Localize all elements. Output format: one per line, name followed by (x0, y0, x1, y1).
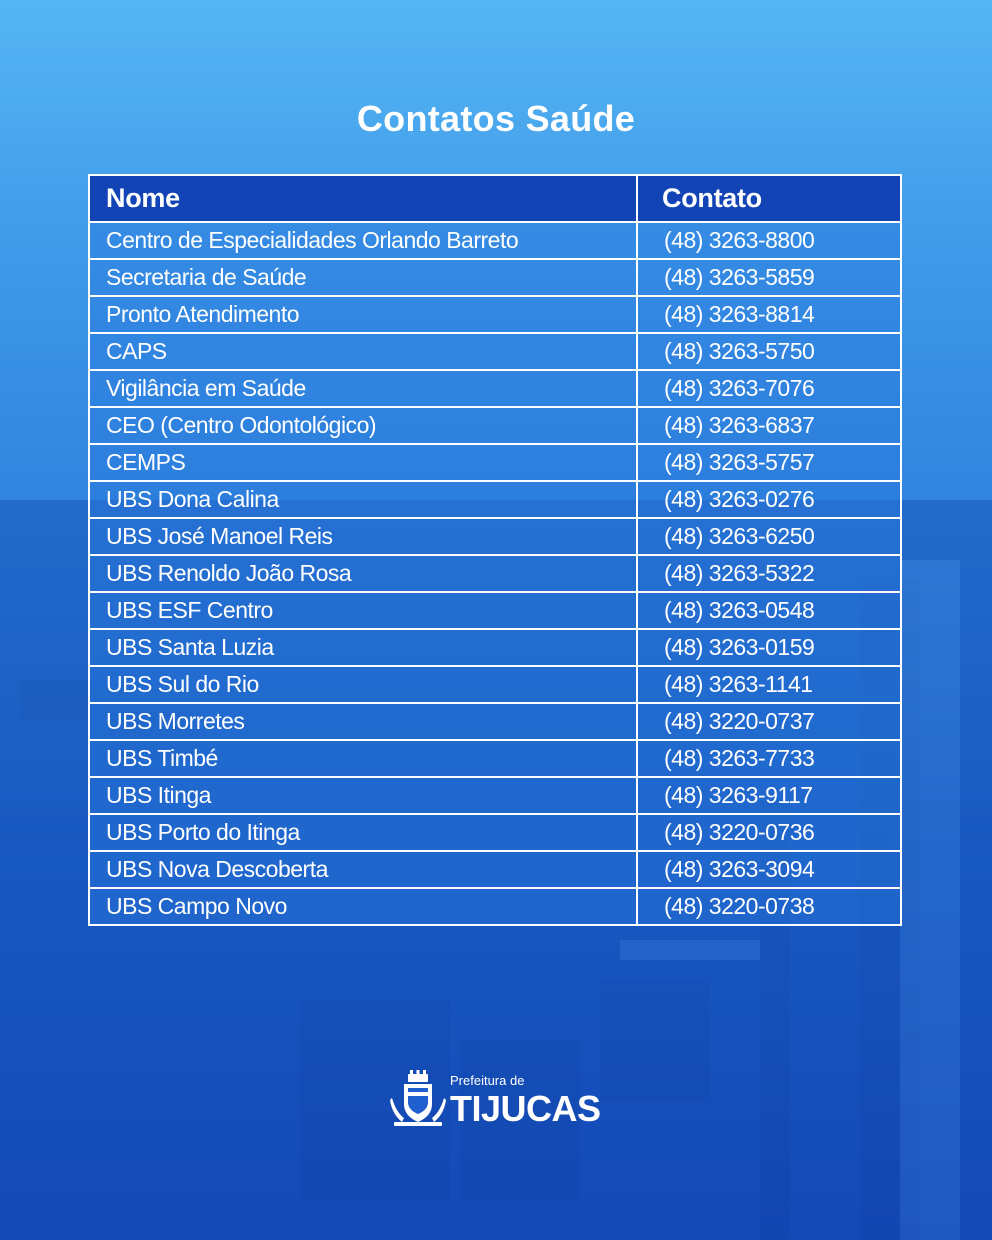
contacts-table-container (88, 174, 900, 926)
table-row (89, 555, 901, 592)
table-row (89, 888, 901, 925)
row-phone: (48) 3263-1141 (637, 666, 901, 703)
row-name: UBS Sul do Rio (89, 666, 637, 703)
name-column-header: Nome (89, 175, 637, 222)
table-header-row (89, 175, 901, 222)
municipal-crest-icon (390, 1068, 448, 1130)
contact-column-header: Contato (637, 175, 901, 222)
row-phone: (48) 3263-6837 (637, 407, 901, 444)
table-row (89, 777, 901, 814)
row-phone: (48) 3263-0159 (637, 629, 901, 666)
table-row (89, 370, 901, 407)
row-phone: (48) 3263-8800 (637, 222, 901, 259)
row-name: CEO (Centro Odontológico) (89, 407, 637, 444)
row-name: Vigilância em Saúde (89, 370, 637, 407)
table-row (89, 481, 901, 518)
row-phone: (48) 3263-8814 (637, 296, 901, 333)
table-row (89, 814, 901, 851)
row-phone: (48) 3263-5322 (637, 555, 901, 592)
row-phone: (48) 3220-0737 (637, 703, 901, 740)
row-phone: (48) 3220-0736 (637, 814, 901, 851)
row-phone: (48) 3263-0276 (637, 481, 901, 518)
row-name: UBS Itinga (89, 777, 637, 814)
row-phone: (48) 3220-0738 (637, 888, 901, 925)
table-row (89, 259, 901, 296)
page-title: Contatos Saúde (356, 98, 636, 139)
row-name: CEMPS (89, 444, 637, 481)
row-phone: (48) 3263-0548 (637, 592, 901, 629)
table-row (89, 740, 901, 777)
table-row (89, 444, 901, 481)
table-row (89, 407, 901, 444)
row-phone: (48) 3263-7076 (637, 370, 901, 407)
row-name: UBS Porto do Itinga (89, 814, 637, 851)
table-row (89, 666, 901, 703)
row-name: CAPS (89, 333, 637, 370)
row-name: UBS Morretes (89, 703, 637, 740)
row-name: UBS Dona Calina (89, 481, 637, 518)
table-row (89, 629, 901, 666)
row-phone: (48) 3263-3094 (637, 851, 901, 888)
row-name: UBS José Manoel Reis (89, 518, 637, 555)
table-row (89, 222, 901, 259)
row-name: UBS Santa Luzia (89, 629, 637, 666)
row-name: Secretaria de Saúde (89, 259, 637, 296)
row-phone: (48) 3263-6250 (637, 518, 901, 555)
table-row (89, 518, 901, 555)
row-name: Pronto Atendimento (89, 296, 637, 333)
row-name: Centro de Especialidades Orlando Barreto (89, 222, 637, 259)
prefeitura-logo (390, 1068, 610, 1130)
row-name: UBS Timbé (89, 740, 637, 777)
row-phone: (48) 3263-5757 (637, 444, 901, 481)
table-row (89, 296, 901, 333)
row-phone: (48) 3263-9117 (637, 777, 901, 814)
logo-name: TIJUCAS (450, 1088, 601, 1129)
table-row (89, 333, 901, 370)
row-phone: (48) 3263-7733 (637, 740, 901, 777)
row-name: UBS Nova Descoberta (89, 851, 637, 888)
logo-subtitle: Prefeitura de (450, 1073, 525, 1088)
table-row (89, 592, 901, 629)
row-name: UBS Renoldo João Rosa (89, 555, 637, 592)
row-phone: (48) 3263-5859 (637, 259, 901, 296)
contacts-table (88, 174, 902, 926)
row-name: UBS Campo Novo (89, 888, 637, 925)
table-row (89, 851, 901, 888)
table-row (89, 703, 901, 740)
row-phone: (48) 3263-5750 (637, 333, 901, 370)
row-name: UBS ESF Centro (89, 592, 637, 629)
